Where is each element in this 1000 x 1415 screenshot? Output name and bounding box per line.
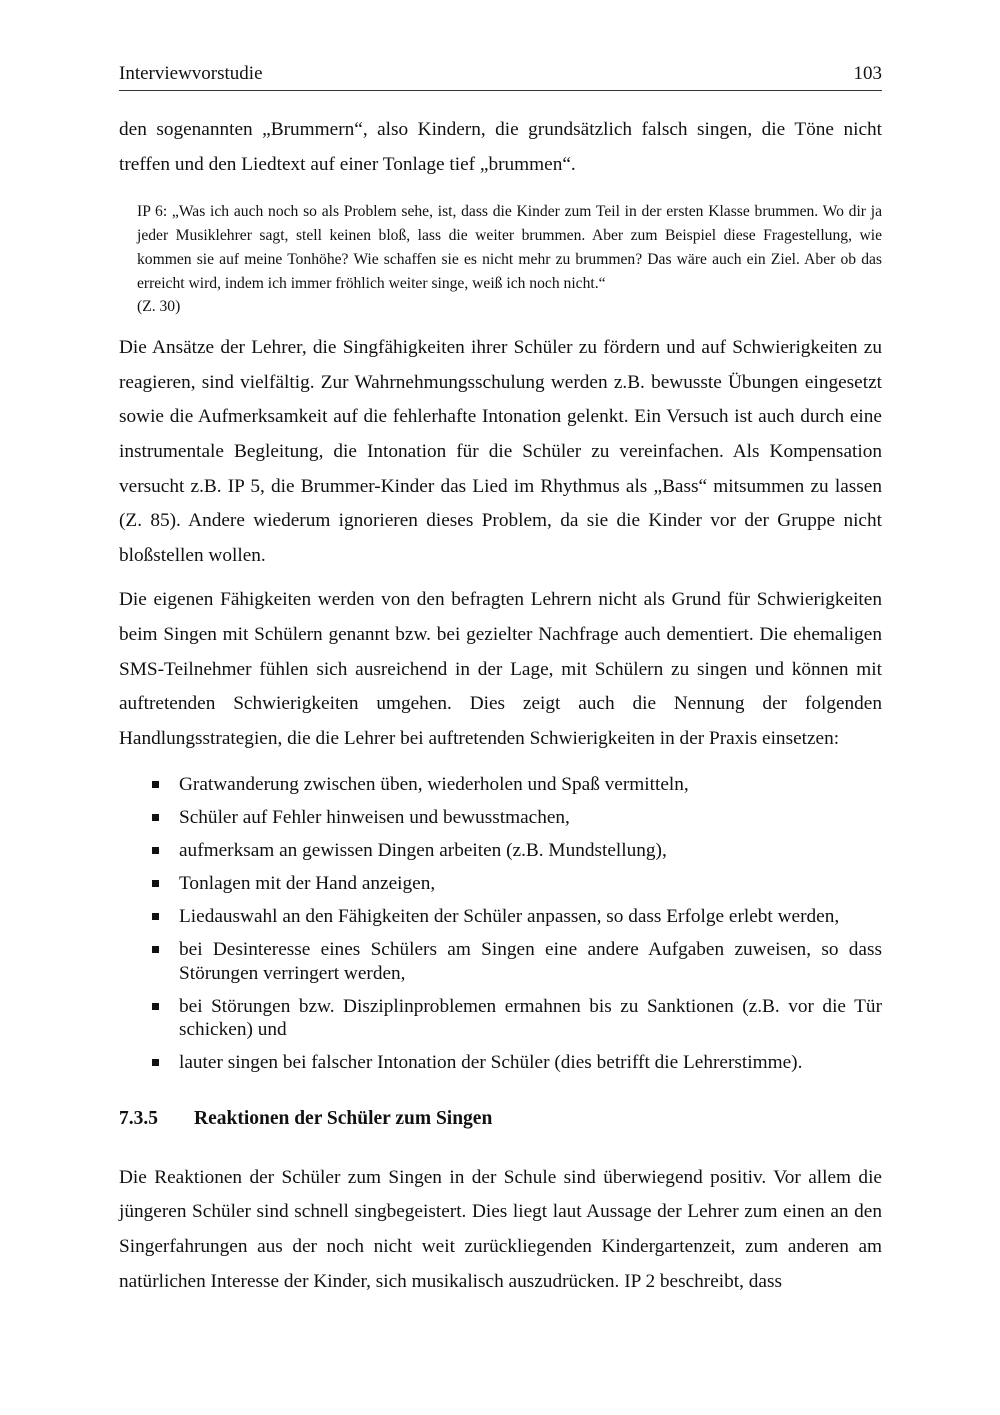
header-title: Interviewvorstudie	[119, 63, 263, 84]
list-item-text: Liedauswahl an den Fähigkeiten der Schüler anpassen, so dass Erfolge erlebt werden,	[179, 906, 840, 928]
list-item-text: Gratwanderung zwischen üben, wiederholen und Spaß vermitteln,	[179, 774, 689, 796]
square-bullet-icon	[152, 814, 159, 821]
list-item	[119, 839, 882, 863]
list-item	[119, 938, 882, 985]
square-bullet-icon	[152, 781, 159, 788]
list-item-text: bei Desinteresse eines Schülers am Singen eine andere Aufgaben zuweisen, so dass Störungen verringert werden,	[179, 939, 882, 984]
square-bullet-icon	[152, 1003, 159, 1010]
paragraph-3: Die eigenen Fähigkeiten werden von den befragten Lehrern nicht als Grund für Schwierigkeiten beim Singen mit Schülern genannt bzw. bei gezielter Nachfrage auch dementiert. Die ehemaligen SMS-Teilnehmer fühlen sich ausreichend in der Lage, mit Schülern zu singen und können mit auftretenden Schwierigkeiten umgehen. Dies zeigt auch die Nennung der folgenden Handlungsstrategien, die die Lehrer bei auftretenden Schwierigkeiten in der Praxis einsetzen:	[119, 589, 882, 749]
list-item-text: aufmerksam an gewissen Dingen arbeiten (z.B. Mundstellung),	[179, 840, 667, 862]
list-item	[119, 773, 882, 797]
strategy-list	[119, 773, 882, 1075]
running-header	[119, 62, 882, 91]
square-bullet-icon	[152, 1059, 159, 1066]
list-item	[119, 905, 882, 929]
quote-reference: (Z. 30)	[137, 298, 181, 316]
square-bullet-icon	[152, 880, 159, 887]
paragraph-2: Die Ansätze der Lehrer, die Singfähigkeiten ihrer Schüler zu fördern und auf Schwierigkeiten zu reagieren, sind vielfältig. Zur Wahrnehmungsschulung werden z.B. bewusste Übungen eingesetzt sowie die Aufmerksamkeit auf die fehlerhafte Intonation gelenkt. Ein Versuch ist auch durch eine instrumentale Begleitung, die Intonation für die Schüler zu vereinfachen. Als Kompensation versucht z.B. IP 5, die Brummer-Kinder das Lied im Rhythmus als „Bass“ mitsummen zu lassen (Z. 85). Andere wiederum ignorieren dieses Problem, da sie die Kinder vor der Gruppe nicht bloßstellen wollen.	[119, 337, 882, 566]
paragraph-1: den sogenannten „Brummern“, also Kindern, die grundsätzlich falsch singen, die Töne nicht treffen und den Liedtext auf einer Tonlage tief „brummen“.	[119, 119, 882, 175]
list-item-text: Schüler auf Fehler hinweisen und bewusstmachen,	[179, 807, 570, 829]
list-item	[119, 1051, 882, 1075]
square-bullet-icon	[152, 946, 159, 953]
interview-quote	[137, 200, 882, 319]
page-number: 103	[853, 63, 882, 84]
square-bullet-icon	[152, 847, 159, 854]
section-heading	[119, 1107, 882, 1131]
document-page	[119, 62, 882, 1299]
list-item-text: Tonlagen mit der Hand anzeigen,	[179, 873, 436, 895]
list-item	[119, 872, 882, 896]
paragraph-4: Die Reaktionen der Schüler zum Singen in der Schule sind überwiegend positiv. Vor allem die jüngeren Schüler sind schnell singbegeistert. Dies liegt laut Aussage der Lehrer zum einen an den Singerfahrungen aus der noch nicht weit zurückliegenden Kindergartenzeit, zum anderen am natürlichen Interesse der Kinder, sich musikalisch auszudrücken. IP 2 beschreibt, dass	[119, 1166, 882, 1292]
list-item-text: bei Störungen bzw. Disziplinproblemen ermahnen bis zu Sanktionen (z.B. vor die Tür schicken) und	[179, 995, 882, 1041]
list-item	[119, 995, 882, 1042]
quote-text: IP 6: „Was ich auch noch so als Problem sehe, ist, dass die Kinder zum Teil in der ersten Klasse brummen. Wo dir ja jeder Musiklehrer sagt, stell keinen bloß, lass die weiter brummen. Aber zum Beispiel diese Fragestellung, wie kommen sie auf meine Tonhöhe? Wie schaffen sie es nicht mehr zu brummen? Das wäre auch ein Ziel. Aber ob das erreicht wird, indem ich immer fröhlich weiter singe, weiß ich noch nicht.“	[137, 203, 882, 292]
list-item-text: lauter singen bei falscher Intonation der Schüler (dies betrifft die Lehrerstimme).	[179, 1052, 803, 1074]
section-title: Reaktionen der Schüler zum Singen	[194, 1107, 493, 1129]
square-bullet-icon	[152, 913, 159, 920]
list-item	[119, 806, 882, 830]
section-number: 7.3.5	[119, 1107, 158, 1129]
